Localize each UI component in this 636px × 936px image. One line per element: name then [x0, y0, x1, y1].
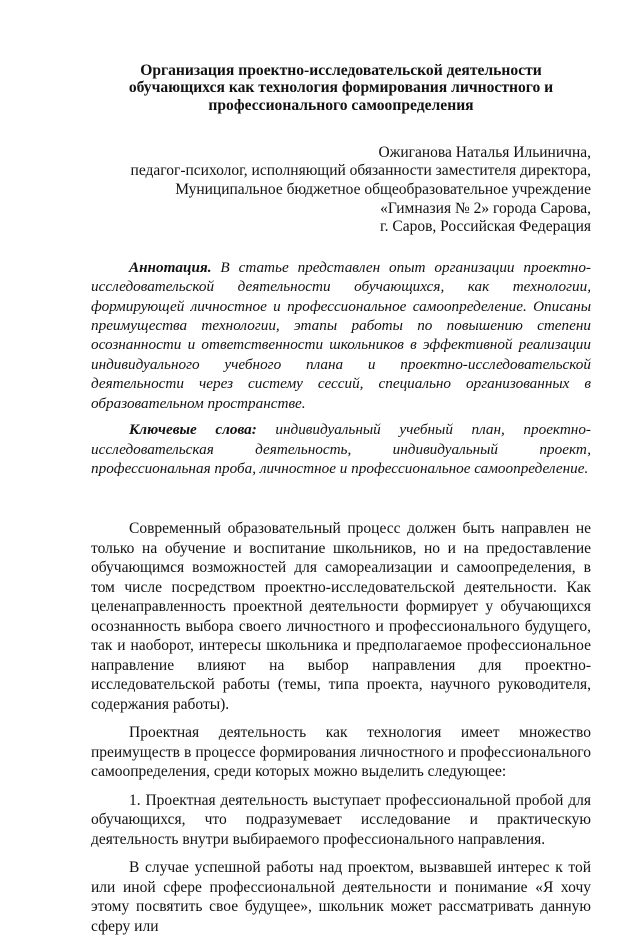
abstract-text: В статье представлен опыт организации проектно-исследовательской деятельности обучающихся, как технологии, формирующей личностное и профессиональное самоопределение. Описаны преимущества технологии, этапы работы по повышению степени осознанности и ответственности школьников в эффективной реализации индивидуального учебного плана и проектно-исследовательской деятельности через систему сессий, специально организованных в образовательном пространстве.	[91, 258, 591, 412]
article-title: Организация проектно-исследовательской деятельности обучающихся как технология формирования личностного и профессионального самоопределения	[128, 62, 554, 114]
keywords-label: Ключевые слова:	[129, 421, 257, 439]
abstract	[91, 258, 591, 413]
keywords-text: индивидуальный учебный план, проектно-исследовательская деятельность, индивидуальный проект, профессиональная проба, личностное и профессиональное самоопределение.	[91, 421, 591, 477]
document-page	[91, 62, 591, 936]
body-paragraph: В случае успешной работы над проектом, вызвавшей интерес к той или иной сфере профессиональной деятельности и понимание «Я хочу этому посвятить свое будущее», школьник может рассматривать данную сферу или	[91, 859, 591, 935]
author-school: «Гимназия № 2» города Сарова,	[380, 199, 591, 217]
abstract-label: Аннотация.	[129, 258, 212, 276]
body-paragraph: Проектная деятельность как технология имеет множество преимуществ в процессе формирования личностного и профессионального самоопределения, среди которых можно выделить следующее:	[91, 724, 591, 781]
body-paragraph-list-item: 1. Проектная деятельность выступает профессиональной пробой для обучающихся, что подразумевает исследование и практическую деятельность внутри выбираемого профессионального направления.	[91, 791, 591, 848]
author-position: педагог-психолог, исполняющий обязанности заместителя директора,	[130, 162, 591, 180]
author-location: г. Саров, Российская Федерация	[380, 218, 591, 236]
author-institution: Муниципальное бюджетное общеобразовательное учреждение	[175, 181, 591, 199]
author-name: Ожиганова Наталья Ильинична,	[378, 143, 591, 161]
author-block	[91, 144, 591, 237]
keywords	[91, 420, 591, 478]
body-paragraph: Современный образовательный процесс должен быть направлен не только на обучение и воспитание школьников, но и на предоставление обучающимся возможностей для самореализации и самоопределения, в том числе посредством проектно-исследовательской деятельности. Как целенаправленность проектной деятельности формирует у обучающихся осознанность выбора своего личностного и профессионального будущего, так и наоборот, интересы школьника и предполагаемое профессиональное направление влияют на выбор направления для проектно-исследовательской работы (темы, типа проекта, научного руководителя, содержания работы).	[91, 520, 591, 713]
